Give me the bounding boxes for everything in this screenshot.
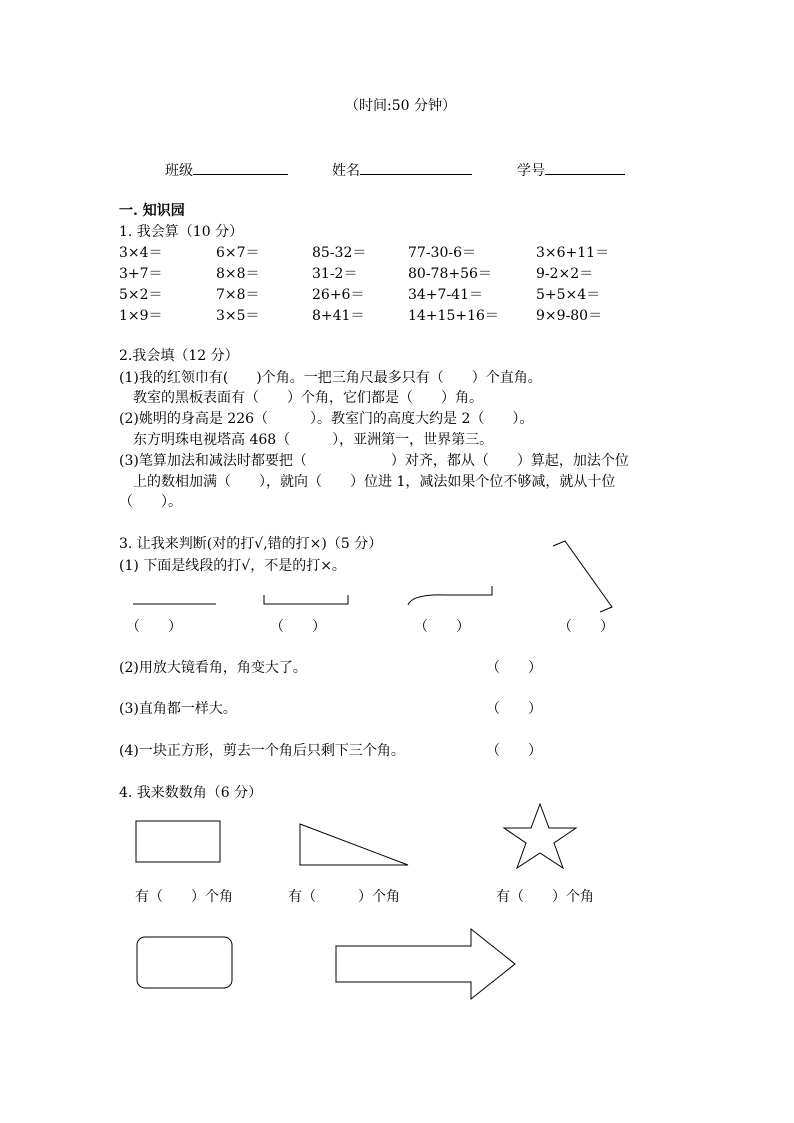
judge-answer-blank[interactable]: （ ） <box>486 660 542 676</box>
calc-item: 9-2×2＝ <box>536 266 594 282</box>
star-shape <box>504 804 576 868</box>
q2-line: (3)笔算加法和减法时都要把（ ）对齐，都从（ ）算起，加法个位 <box>119 453 629 469</box>
angle-count-label[interactable]: 有（ ）个角 <box>288 889 400 905</box>
class-label: 班级 <box>165 163 193 179</box>
time-note: （时间:50 分钟） <box>345 98 456 114</box>
calc-item: 26+6＝ <box>312 287 365 303</box>
calc-item: 85-32＝ <box>312 245 367 261</box>
judge-item-text: (4)一块正方形，剪去一个角后只剩下三个角。 <box>119 743 405 759</box>
rounded-rectangle-shape <box>137 937 232 988</box>
calc-item: 31-2＝ <box>312 266 358 282</box>
angle-count-label[interactable]: 有（ ）个角 <box>135 889 233 905</box>
calc-item: 80-78+56＝ <box>408 266 492 282</box>
triangle-shape <box>300 824 408 865</box>
calc-item: 3×4＝ <box>119 245 163 261</box>
slanted-segment-figure <box>553 541 612 612</box>
name-label: 姓名 <box>332 163 360 179</box>
judge-blank[interactable]: （ ） <box>558 619 614 635</box>
angle-count-label[interactable]: 有（ ）个角 <box>496 889 594 905</box>
calc-item: 3+7＝ <box>119 266 163 282</box>
calc-item: 5+5×4＝ <box>536 287 601 303</box>
q2-line: 上的数相加满（ ），就向（ ）位进 1，减法如果个位不够减，就从十位 <box>119 474 616 490</box>
judge-blank[interactable]: （ ） <box>126 619 182 635</box>
number-label: 学号 <box>517 163 545 179</box>
calc-item: 3×6+11＝ <box>536 245 610 261</box>
judge-answer-blank[interactable]: （ ） <box>486 743 542 759</box>
bracket-segment-figure <box>264 595 348 604</box>
calc-item: 8+41＝ <box>312 308 365 324</box>
calc-item: 34+7-41＝ <box>408 287 483 303</box>
calc-item: 6×7＝ <box>216 245 260 261</box>
q2-title: 2.我会填（12 分） <box>119 348 239 364</box>
section-title: 一. 知识园 <box>119 203 185 219</box>
judge-item-text: (2)用放大镜看角，角变大了。 <box>119 660 307 676</box>
q2-line: (2)姚明的身高是 226（ ）。教室门的高度大约是 2（ ）。 <box>119 411 534 427</box>
calc-item: 9×9-80＝ <box>536 308 603 324</box>
q2-line: 东方明珠电视塔高 468（ ），亚洲第一，世界第三。 <box>119 432 494 448</box>
judge-blank[interactable]: （ ） <box>270 619 326 635</box>
q2-line: (1)我的红领巾有( )个角。一把三角尺最多只有（ ）个直角。 <box>119 370 542 386</box>
calc-item: 1×9＝ <box>119 308 163 324</box>
calc-item: 7×8＝ <box>216 287 260 303</box>
q2-line: （ ）。 <box>119 494 182 510</box>
judge-answer-blank[interactable]: （ ） <box>486 701 542 717</box>
q3-title: 3. 让我来判断(对的打√,错的打×)（5 分） <box>119 536 383 552</box>
calc-item: 77-30-6＝ <box>408 245 476 261</box>
judge-item-text: (3)直角都一样大。 <box>119 701 237 717</box>
rectangle-shape <box>136 821 220 862</box>
calc-item: 5×2＝ <box>119 287 163 303</box>
q1-title: 1. 我会算（10 分） <box>119 224 244 240</box>
arrow-shape <box>336 929 515 999</box>
q4-title: 4. 我来数数角（6 分） <box>119 785 263 801</box>
judge-blank[interactable]: （ ） <box>414 619 470 635</box>
calc-item: 3×5＝ <box>216 308 260 324</box>
curved-line-figure <box>408 586 492 605</box>
q3-sub1: (1) 下面是线段的打√，不是的打×。 <box>119 558 346 574</box>
calc-item: 8×8＝ <box>216 266 260 282</box>
q2-line: 教室的黑板表面有（ ）个角，它们都是（ ）角。 <box>119 390 483 406</box>
calc-item: 14+15+16＝ <box>408 308 499 324</box>
